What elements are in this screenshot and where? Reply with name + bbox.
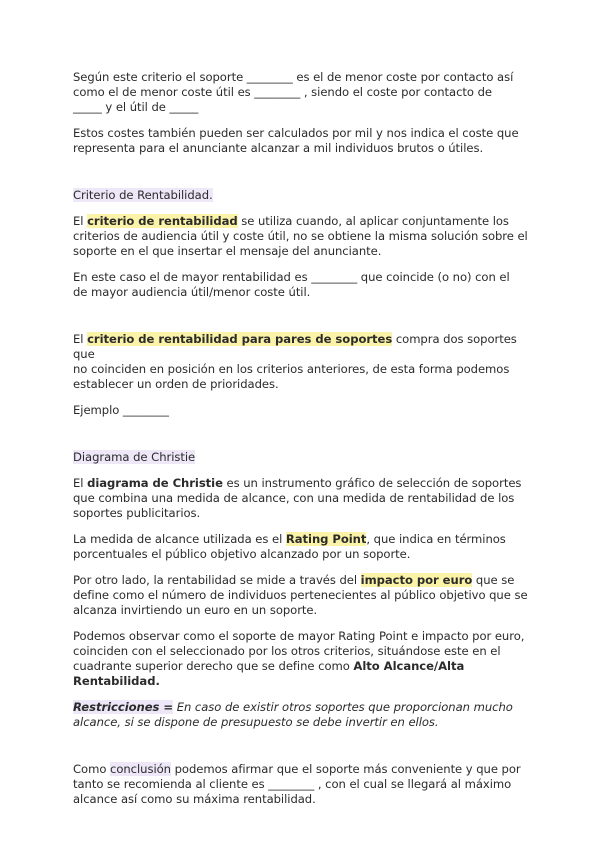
bold-term: diagrama de Christie bbox=[87, 476, 223, 490]
text-line: alcanza invirtiendo un euro en un soporte. bbox=[73, 603, 318, 617]
paragraph-impacto-euro bbox=[73, 573, 530, 618]
section-heading-rentabilidad bbox=[73, 188, 530, 203]
highlight-term: impacto por euro bbox=[360, 573, 473, 587]
paragraph-rating-point bbox=[73, 532, 530, 562]
text-line: criterios de audiencia útil y coste útil, no se obtiene la misma solución sobre el bbox=[73, 229, 528, 243]
text-fragment: se utiliza cuando, al aplicar conjuntamente los bbox=[237, 214, 509, 228]
text-fragment: compra dos soportes que bbox=[73, 332, 517, 361]
text-line: coinciden con el seleccionado por los otros criterios, situándose este en el bbox=[73, 644, 501, 658]
paragraph-conclusion bbox=[73, 762, 530, 807]
text-line: tanto se recomienda al cliente es ________ , con el cual se llegará al máximo bbox=[73, 777, 512, 791]
text-line: como el de menor coste útil es ________ , siendo el coste por contacto de bbox=[73, 85, 492, 99]
text-line: Según este criterio el soporte ________ es el de menor coste por contacto así bbox=[73, 70, 514, 84]
highlight-term: criterio de rentabilidad bbox=[87, 214, 238, 228]
text-line: Estos costes también pueden ser calculados por mil y nos indica el coste que bbox=[73, 126, 519, 140]
text-line: alcance así como su máxima rentabilidad. bbox=[73, 792, 316, 806]
text-fragment: podemos afirmar que el soporte más conveniente y que por bbox=[170, 762, 521, 776]
text-line: soportes publicitarios. bbox=[73, 506, 201, 520]
text-line: Ejemplo ________ bbox=[73, 403, 169, 417]
heading-text: Criterio de Rentabilidad. bbox=[73, 188, 213, 202]
paragraph-restricciones bbox=[73, 700, 530, 730]
text-fragment: El bbox=[73, 476, 88, 490]
paragraph-pares-soportes bbox=[73, 332, 530, 392]
paragraph-alto-alcance bbox=[73, 629, 530, 689]
paragraph-criterio-rentabilidad bbox=[73, 214, 530, 259]
text-line: representa para el anunciante alcanzar a mil individuos brutos o útiles. bbox=[73, 141, 484, 155]
text-fragment: El bbox=[73, 214, 88, 228]
text-fragment: Por otro lado, la rentabilidad se mide a través del bbox=[73, 573, 361, 587]
highlight-term: criterio de rentabilidad para pares de soportes bbox=[87, 332, 393, 346]
text-line: de mayor audiencia útil/menor coste útil. bbox=[73, 285, 311, 299]
paragraph-mayor-rentabilidad bbox=[73, 270, 530, 300]
text-line: porcentuales el público objetivo alcanzado por un soporte. bbox=[73, 547, 411, 561]
text-fragment: cuadrante superior derecho que se define como bbox=[73, 659, 354, 673]
text-fragment: El bbox=[73, 332, 88, 346]
text-line: soporte en el que insertar el mensaje del anunciante. bbox=[73, 244, 382, 258]
bold-term: Rentabilidad. bbox=[73, 674, 160, 688]
text-line: establecer un orden de prioridades. bbox=[73, 377, 279, 391]
highlight-term: Restricciones = bbox=[73, 700, 174, 714]
text-line: _____ y el útil de _____ bbox=[73, 100, 199, 114]
highlight-term: conclusión bbox=[110, 762, 171, 776]
text-fragment: En caso de existir otros soportes que proporcionan mucho bbox=[173, 700, 513, 714]
text-line: que combina una medida de alcance, con una medida de rentabilidad de los bbox=[73, 491, 515, 505]
section-heading-christie bbox=[73, 450, 530, 465]
text-line: En este caso el de mayor rentabilidad es ________ que coincide (o no) con el bbox=[73, 270, 510, 284]
heading-text: Diagrama de Christie bbox=[73, 450, 196, 464]
text-fragment: , que indica en términos bbox=[366, 532, 506, 546]
paragraph-ejemplo bbox=[73, 403, 530, 418]
highlight-term: Rating Point bbox=[285, 532, 367, 546]
text-fragment: es un instrumento gráfico de selección de soportes bbox=[222, 476, 522, 490]
text-line: alcance, si se dispone de presupuesto se debe invertir en ellos. bbox=[73, 715, 439, 729]
text-fragment: que se bbox=[472, 573, 515, 587]
paragraph-coste-soporte bbox=[73, 70, 530, 115]
bold-term: Alto Alcance/Alta bbox=[353, 659, 465, 673]
text-line: no coinciden en posición en los criterios anteriores, de esta forma podemos bbox=[73, 362, 510, 376]
text-fragment: La medida de alcance utilizada es el bbox=[73, 532, 286, 546]
text-line: Podemos observar como el soporte de mayor Rating Point e impacto por euro, bbox=[73, 629, 525, 643]
paragraph-diagrama-christie bbox=[73, 476, 530, 521]
text-fragment: Como bbox=[73, 762, 111, 776]
paragraph-costes-por-mil bbox=[73, 126, 530, 156]
text-line: define como el número de individuos pertenecientes al público objetivo que se bbox=[73, 588, 528, 602]
